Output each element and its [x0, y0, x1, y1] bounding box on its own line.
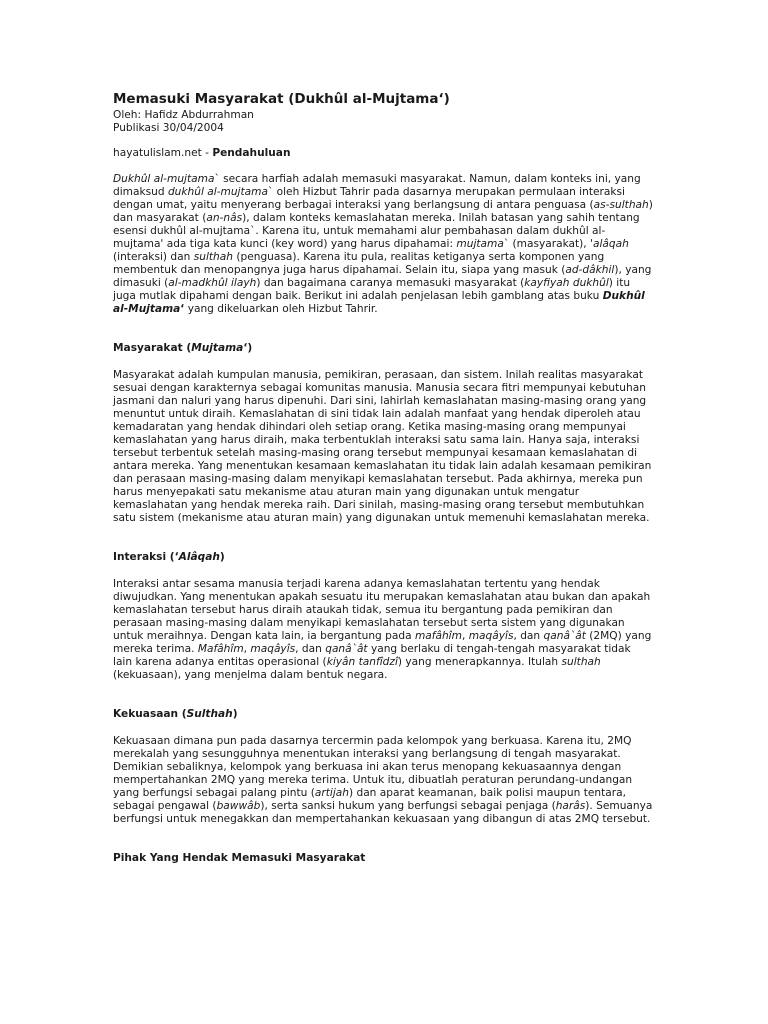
- document-page: [113, 90, 653, 879]
- term: al-madkhûl ilayh: [168, 277, 257, 289]
- term: ad-dâkhil: [565, 264, 615, 276]
- text: ): [219, 551, 225, 563]
- term: sulthah: [561, 656, 601, 668]
- term: sulthah: [193, 251, 233, 263]
- text: ‘): [243, 342, 253, 354]
- term: mujtama: [456, 238, 504, 250]
- paragraph-masyarakat: Masyarakat adalah kumpulan manusia, pemikiran, perasaan, dan sistem. Inilah realitas masyarakat sesuai dengan karakternya sebagai komunitas manusia. Manusia secara fitri mempunyai kebutuhan jasmani dan naluri yang harus dipenuhi. Dari sini, lahirlah kemaslahatan masing-masing orang yang menuntut untuk diraih. Kemaslahatan di sini tidak lain adalah manfaat yang hendak diperoleh atau kemadaratan yang hendak dihindari oleh setiap orang. Ketika masing-masing orang mempunyai kemaslahatan yang harus diraih, maka terbentuklah interaksi satu sama lain. Hanya saja, interaksi tersebut terbentuk setelah masing-masing orang tersebut mempunyai kesamaan kemaslahatan di antara mereka. Yang menentukan kesamaan kemaslahatan itu tidak lain adalah kesamaan pemikiran dan perasaan masing-masing dalam menyikapi kemaslahatan tersebut. Pada akhirnya, mereka pun harus menyepakati satu mekanisme atau aturan main yang digunakan untuk mengatur kemaslahatan yang hendak mereka raih. Dari sinilah, masing-masing orang tersebut membutuhkan satu sistem (mekanisme atau aturan main) yang digunakan untuk memenuhi kemaslahatan mereka.: [113, 369, 652, 524]
- article-title: Memasuki Masyarakat (Dukhûl al-Mujtama‘): [113, 91, 450, 107]
- text: ) dan bagaimana caranya memasuki masyarakat (: [256, 277, 525, 289]
- text: Kekuasaan (: [113, 708, 187, 720]
- text: ,: [243, 643, 251, 655]
- text: (kekuasaan), yang menjelma dalam bentuk negara.: [113, 669, 388, 681]
- term: Mujtama: [191, 342, 244, 354]
- intro-paragraph: [113, 173, 653, 316]
- term: bawwâb: [216, 800, 261, 812]
- text: (interaksi) dan: [113, 251, 194, 263]
- term: Sulthah: [186, 708, 233, 720]
- text: ` oleh Hizbut Tahrir pada dasarnya merupakan permulaan interaksi dengan umat, yaitu menyerang berbagai interaksi yang berlangsung di antara penguasa (: [113, 186, 625, 211]
- text: yang berlaku di tengah-tengah masyarakat tidak lain karena adanya entitas operasional (: [113, 643, 631, 668]
- text: yang dikeluarkan oleh Hizbut Tahrir.: [184, 303, 378, 315]
- author-line: Oleh: Hafidz Abdurrahman: [113, 109, 254, 121]
- section-label: Pendahuluan: [212, 147, 291, 159]
- term: as-sulthah: [593, 199, 649, 211]
- text: ‘: [180, 303, 185, 315]
- text: Kekuasaan dimana pun pada dasarnya tercermin pada kelompok yang berkuasa. Karena itu, 2MQ merekalah yang sesungguhnya menentukan interaksi yang berlangsung di tengah masyarakat. Demikian sebaliknya, kelompok yang berkuasa ini akan terus menopang kekuasaannya dengan mempertahankan 2MQ yang mereka terima. Untuk itu, dibuatlah peraturan perundang-undangan yang berfungsi sebagai palang pintu (: [113, 735, 633, 799]
- publish-date: Publikasi 30/04/2004: [113, 122, 224, 134]
- text: Interaksi (‘: [113, 551, 179, 563]
- paragraph-kekuasaan: [113, 735, 653, 826]
- text: ): [232, 708, 238, 720]
- source-line: [113, 147, 653, 160]
- text: ), yang dimasuki (: [113, 264, 652, 289]
- heading-pihak: Pihak Yang Hendak Memasuki Masyarakat: [113, 852, 366, 864]
- text: ), serta sanksi hukum yang berfungsi sebagai penjaga (: [260, 800, 556, 812]
- term: maqâyîs: [250, 643, 296, 655]
- text: ) itu juga mutlak dipahami dengan baik. Berikut ini adalah penjelasan lebih gamblang atas buku: [113, 277, 631, 302]
- source-site: hayatulislam.net: [113, 147, 202, 159]
- text: , dan: [513, 630, 544, 642]
- heading-kekuasaan: [113, 708, 653, 721]
- term: dukhûl al-mujtama: [167, 186, 268, 198]
- term: Mafâhîm: [197, 643, 244, 655]
- term: qanâ`ât: [543, 630, 586, 642]
- term: mafâhîm: [414, 630, 462, 642]
- text: ) dan aparat keamanan, baik polisi maupun tentara, sebagai pengawal (: [113, 787, 626, 812]
- term: an-nâs: [206, 212, 243, 224]
- term: qanâ`ât: [325, 643, 368, 655]
- term: Dukhûl al-mujtama: [113, 173, 215, 185]
- text: ) yang menerapkannya. Itulah: [397, 656, 562, 668]
- heading-interaksi: [113, 551, 653, 564]
- text: ` secara harfiah adalah memasuki masyarakat. Namun, dalam konteks ini, yang dimaksud: [113, 173, 641, 198]
- text: (2MQ) yang mereka terima.: [113, 630, 652, 655]
- text: (penguasa). Karena itu pula, realitas ketiganya serta komponen yang membentuk dan menopangnya juga harus dipahamai. Selain itu, siapa yang masuk (: [113, 251, 605, 276]
- text: ), dalam konteks kemaslahatan mereka. Inilah batasan yang sahih tentang esensi dukhûl al-mujtama`. Karena itu, untuk memahami alur pembahasan dalam dukhûl al-mujtama' ada tiga kata kunci (key word) yang harus dipahamai:: [113, 212, 640, 250]
- term: kayfiyah dukhûl: [524, 277, 609, 289]
- term: alâqah: [592, 238, 629, 250]
- text: Masyarakat (: [113, 342, 192, 354]
- text: ` (masyarakat), ': [503, 238, 593, 250]
- text: Interaksi antar sesama manusia terjadi karena adanya kemaslahatan tertentu yang hendak diwujudkan. Yang menentukan apakah sesuatu itu merupakan kemaslahatan atau bukan dan apakah kemaslahatan tersebut harus diraih ataukah tidak, semua itu bergantung pada pemikiran dan perasaan masing-masing dalam menyikapi kemaslahatan tersebut serta sistem yang digunakan untuk meraihnya. Dengan kata lain, ia bergantung pada: [113, 578, 651, 642]
- term: Alâqah: [178, 551, 220, 563]
- text: , dan: [295, 643, 326, 655]
- heading-masyarakat: [113, 342, 653, 355]
- source-separator: -: [201, 147, 213, 159]
- term: artijah: [314, 787, 349, 799]
- term: harâs: [555, 800, 586, 812]
- book-title: Dukhûl al-Mujtama: [113, 290, 645, 315]
- text: ). Semuanya berfungsi untuk menegakkan dan mempertahankan kekuasaan yang dibangun di atas 2MQ tersebut.: [113, 800, 653, 825]
- text: ,: [461, 630, 469, 642]
- paragraph-interaksi: [113, 578, 653, 682]
- term: kiyân tanfîdzî: [326, 656, 398, 668]
- term: maqâyîs: [468, 630, 514, 642]
- text: ) dan masyarakat (: [113, 199, 653, 224]
